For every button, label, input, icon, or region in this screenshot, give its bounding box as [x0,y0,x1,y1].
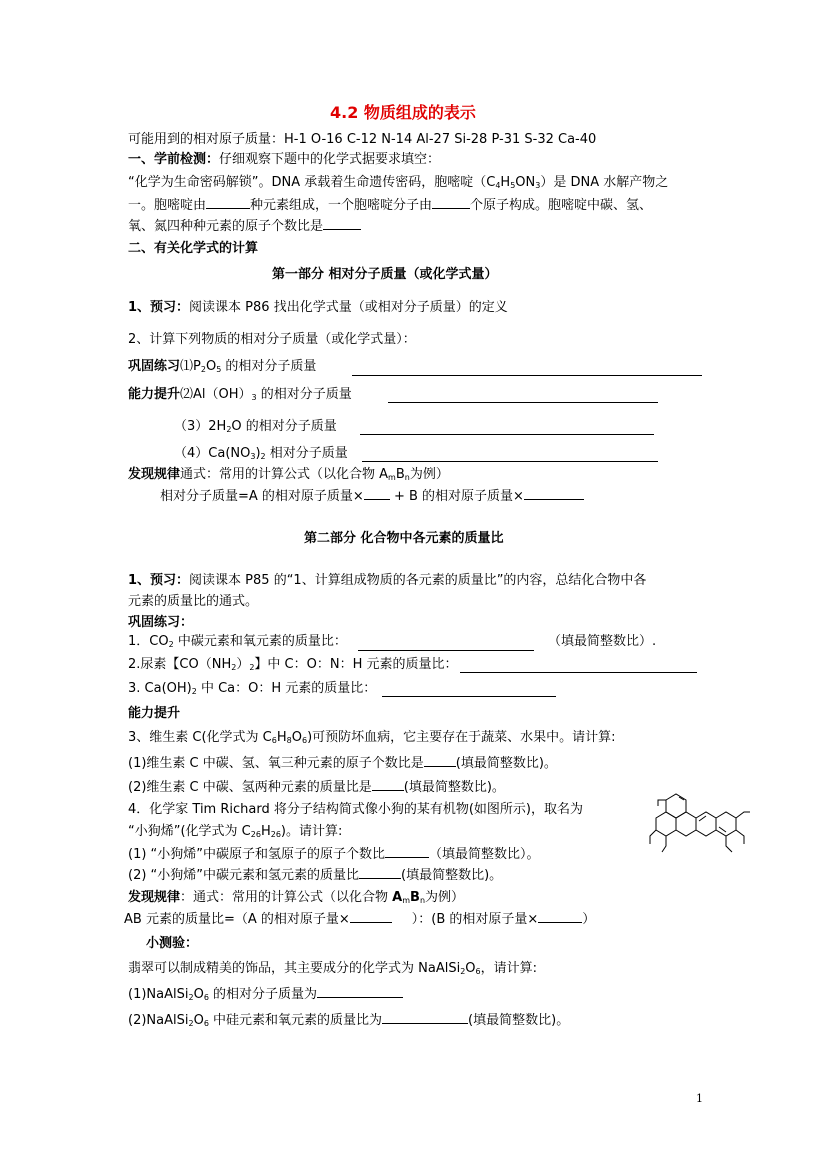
answer-line-p3[interactable] [382,696,556,697]
text: ，请计算: [480,961,538,976]
text: “化学为生命密码解锁”。DNA 承载着生命遗传密码，胞嘧啶（C [128,175,496,190]
part1-q2: 2、计算下列物质的相对分子质量（或化学式量）： [128,332,416,347]
blank-jade-mass-ratio[interactable] [382,1011,468,1024]
blank-b-atom-count[interactable] [538,910,582,923]
blank-dog-mass-ratio[interactable] [359,866,401,879]
text: 通式：常用的计算公式（以化合物 A [180,467,389,482]
text: 个原子构成。胞嘧啶中碳、氢、 [470,198,653,213]
text: 的相对分子质量 [256,387,352,402]
subscript: 3 [251,393,257,402]
ear-chain [658,800,666,806]
text: 氧、氮四种种元素的原子个数比是 [128,219,324,234]
subscript: 5 [216,365,222,374]
text: O [465,961,476,976]
text: 种元素组成，一个胞嘧啶分子由 [250,198,433,213]
double-bond [699,816,706,821]
text: H [500,175,511,190]
subscript: 2 [188,993,194,1002]
part2-a4-2 [128,866,502,885]
puppyene-structure-diagram [636,792,756,856]
text: 为例） [409,467,449,482]
subscript: n [404,473,410,482]
part2-p1 [128,633,347,654]
text: (1)NaAlSi [128,987,189,1002]
quiz-q1 [128,985,403,1007]
text: 1．CO [128,634,169,649]
text: （4）Ca(NO [174,446,251,461]
subscript: 26 [270,830,281,839]
text: ）是 DNA 水解产物之 [540,175,669,190]
part2-heading: 第二部分 化合物中各元素的质量比 [304,531,504,546]
text: 相对分子质量 [265,446,348,461]
label: 1、预习： [128,300,190,315]
answer-line-p2[interactable] [460,672,697,673]
subscript: m [388,473,396,482]
part2-p2 [128,656,458,677]
part2-p1-note: （填最简整数比）. [548,634,657,649]
answer-line-ex2[interactable] [388,402,658,403]
part1-ex1 [128,358,316,379]
subscript: 3 [535,181,541,190]
part2-a3 [128,729,616,750]
part1-formula [160,487,584,506]
text: （填最简整数比）。 [429,847,540,862]
answer-line-ex1[interactable] [352,375,702,376]
text: (填最简整数比)。 [401,868,503,883]
text: )。请计算: [280,824,343,839]
subscript: 6 [301,736,308,745]
blank-b-count[interactable] [524,487,584,500]
text: (1) “小狗烯”中碳原子和氢原子的原子个数比 [128,847,386,862]
part2-rule-formula [124,910,595,929]
leg-chain-right [726,836,732,852]
ring-1 [666,794,686,818]
text: 一。胞嘧啶由 [128,198,207,213]
text: O [193,987,204,1002]
text: 3、维生素 C(化学式为 C [128,730,272,745]
label: 1、预习： [128,573,190,588]
ring-2 [656,812,676,836]
text: ) [255,446,261,461]
part2-practice-heading: 巩固练习： [128,615,194,630]
subscript: 4 [495,181,501,190]
blank-jade-molecular-mass[interactable] [317,985,403,998]
leg-chain-right-2 [736,830,744,844]
subscript: m [402,896,411,905]
text: B [410,890,420,905]
label: 巩固练习 [128,359,181,374]
blank-a-count[interactable] [364,487,390,500]
text: 】中 C：O：N：H 元素的质量比： [254,657,458,672]
text: + B 的相对原子质量× [389,489,524,504]
text: （3）2H [174,419,227,434]
double-bond [719,827,726,832]
subscript: 2 [200,365,206,374]
quiz-heading: 小测验： [146,936,199,951]
ring-4 [696,812,716,836]
answer-line-p1[interactable] [358,650,534,651]
text: 阅读课本 P86 找出化学式量（或相对分子质量）的定义 [189,300,508,315]
blank-vitc-atom-ratio[interactable] [424,754,456,767]
text: O [291,730,302,745]
text: 为例） [425,890,465,905]
blank-dog-atom-ratio[interactable] [385,845,429,858]
label: 能力提升 [128,387,181,402]
text: 3. Ca(OH) [128,681,192,696]
answer-line-ex3[interactable] [360,434,654,435]
text: ） [582,912,596,927]
page-number: 1 [696,1092,703,1105]
text: ON [515,175,536,190]
text: “小狗烯”(化学式为 C [128,824,251,839]
subscript: 2 [249,663,255,672]
text: O 的相对分子质量 [231,419,337,434]
quiz-intro [128,960,537,981]
subscript: 8 [286,736,292,745]
blank-vitc-mass-ratio[interactable] [372,778,404,791]
leg-chain-left-2 [662,836,666,852]
subscript: 2 [191,687,197,696]
section1-paragraph-line3 [128,217,361,236]
subscript: 2 [260,452,266,461]
part2-p3 [128,680,376,701]
part1-ex2 [128,386,352,407]
text: ）：(B 的相对原子量× [411,912,539,927]
ring-5 [716,812,736,836]
text: B [395,467,405,482]
text: 相对分子质量=A 的相对原子质量× [160,489,364,504]
subscript: 2 [188,1019,194,1028]
label: 发现规律 [128,467,181,482]
section2-heading: 二、有关化学式的计算 [128,241,259,256]
blank-a-atom-count[interactable] [350,910,392,923]
atomic-masses-line: 可能用到的相对原子质量：H-1 O-16 C-12 N-14 Al-27 Si-28 P-31 S-32 Ca-40 [128,132,597,147]
text: (填最简整数比)。 [468,1013,570,1028]
text: ） [236,657,250,672]
page-title: 4.2 物质组成的表示 [330,103,476,122]
part2-ability-heading: 能力提升 [128,706,181,721]
part2-q1-line1 [128,572,646,590]
part2-q1-line2: 元素的质量比的通式。 [128,594,259,609]
text: 阅读课本 P85 的“1、计算组成物质的各元素的质量比”的内容，总结化合物中各 [189,573,647,588]
text: H [260,824,271,839]
section1-paragraph-line2 [128,196,652,215]
text: 翡翠可以制成精美的饰品，其主要成分的化学式为 NaAlSi [128,961,461,976]
section1-heading-line [128,151,440,169]
text: A [392,890,403,905]
text: AB 元素的质量比=（A 的相对原子量× [124,912,350,927]
subscript: 6 [475,967,481,976]
part2-a3-1 [128,754,557,773]
answer-line-ex4[interactable] [362,461,658,462]
text: 的相对分子质量为 [208,987,318,1002]
part2-a3-2 [128,778,505,797]
text: ⑴P [180,359,201,374]
text: (1)维生素 C 中碳、氢、氧三种元素的原子个数比是 [128,756,424,771]
text: (2)NaAlSi [128,1013,189,1028]
part1-rule [128,466,449,487]
section1-heading-rest: 仔细观察下题中的化学式据要求填空： [219,152,441,167]
text: )可预防坏血病，它主要存在于蔬菜、水果中。请计算: [307,730,616,745]
subscript: 5 [510,181,516,190]
part1-heading: 第一部分 相对分子质量（或化学式量） [272,267,498,282]
text: O [193,1013,204,1028]
part2-rule [128,889,464,910]
text: (2) “小狗烯”中碳元素和氢元素的质量比 [128,868,360,883]
subscript: 3 [250,452,256,461]
text: (填最简整数比)。 [455,756,557,771]
leg-chain-left [650,830,656,844]
part2-a4-1 [128,845,540,864]
section1-paragraph-line1 [128,174,668,195]
text: 2.尿素【CO（NH [128,657,232,672]
subscript: 6 [271,736,277,745]
part2-a4-line1: 4．化学家 Tim Richard 将分子结构简式像小狗的某有机物(如图所示)，取名为 [128,802,583,817]
section1-heading: 一、学前检测： [128,152,220,167]
subscript: 6 [203,993,209,1002]
subscript: 6 [203,1019,209,1028]
tail-chain-top [736,812,750,818]
text: (填最简整数比)。 [403,780,505,795]
part2-a4-line2 [128,823,342,844]
subscript: 2 [226,425,232,434]
ring-3 [676,812,696,836]
text: 中 Ca：O：H 元素的质量比： [196,681,377,696]
subscript: n [419,896,426,905]
subscript: 26 [250,830,261,839]
text: O [205,359,217,374]
part1-q1 [128,299,508,317]
text: H [276,730,287,745]
subscript: 2 [231,663,237,672]
text: ⑵Al（OH） [180,387,252,402]
text: (2)维生素 C 中碳、氢两种元素的质量比是 [128,780,372,795]
blank-atom-ratio[interactable] [323,217,361,230]
text: 中碳元素和氧元素的质量比： [173,634,347,649]
text: 中硅元素和氧元素的质量比为 [208,1013,383,1028]
label: 发现规律 [128,890,181,905]
blank-element-count[interactable] [206,196,250,209]
text: ：通式：常用的计算公式（以化合物 [180,890,393,905]
quiz-q2 [128,1011,569,1033]
part1-ex4 [174,445,348,466]
subscript: 2 [168,640,174,649]
text: 的相对分子质量 [221,359,317,374]
blank-atom-count[interactable] [432,196,470,209]
part1-ex3 [174,418,337,439]
subscript: 2 [460,967,466,976]
